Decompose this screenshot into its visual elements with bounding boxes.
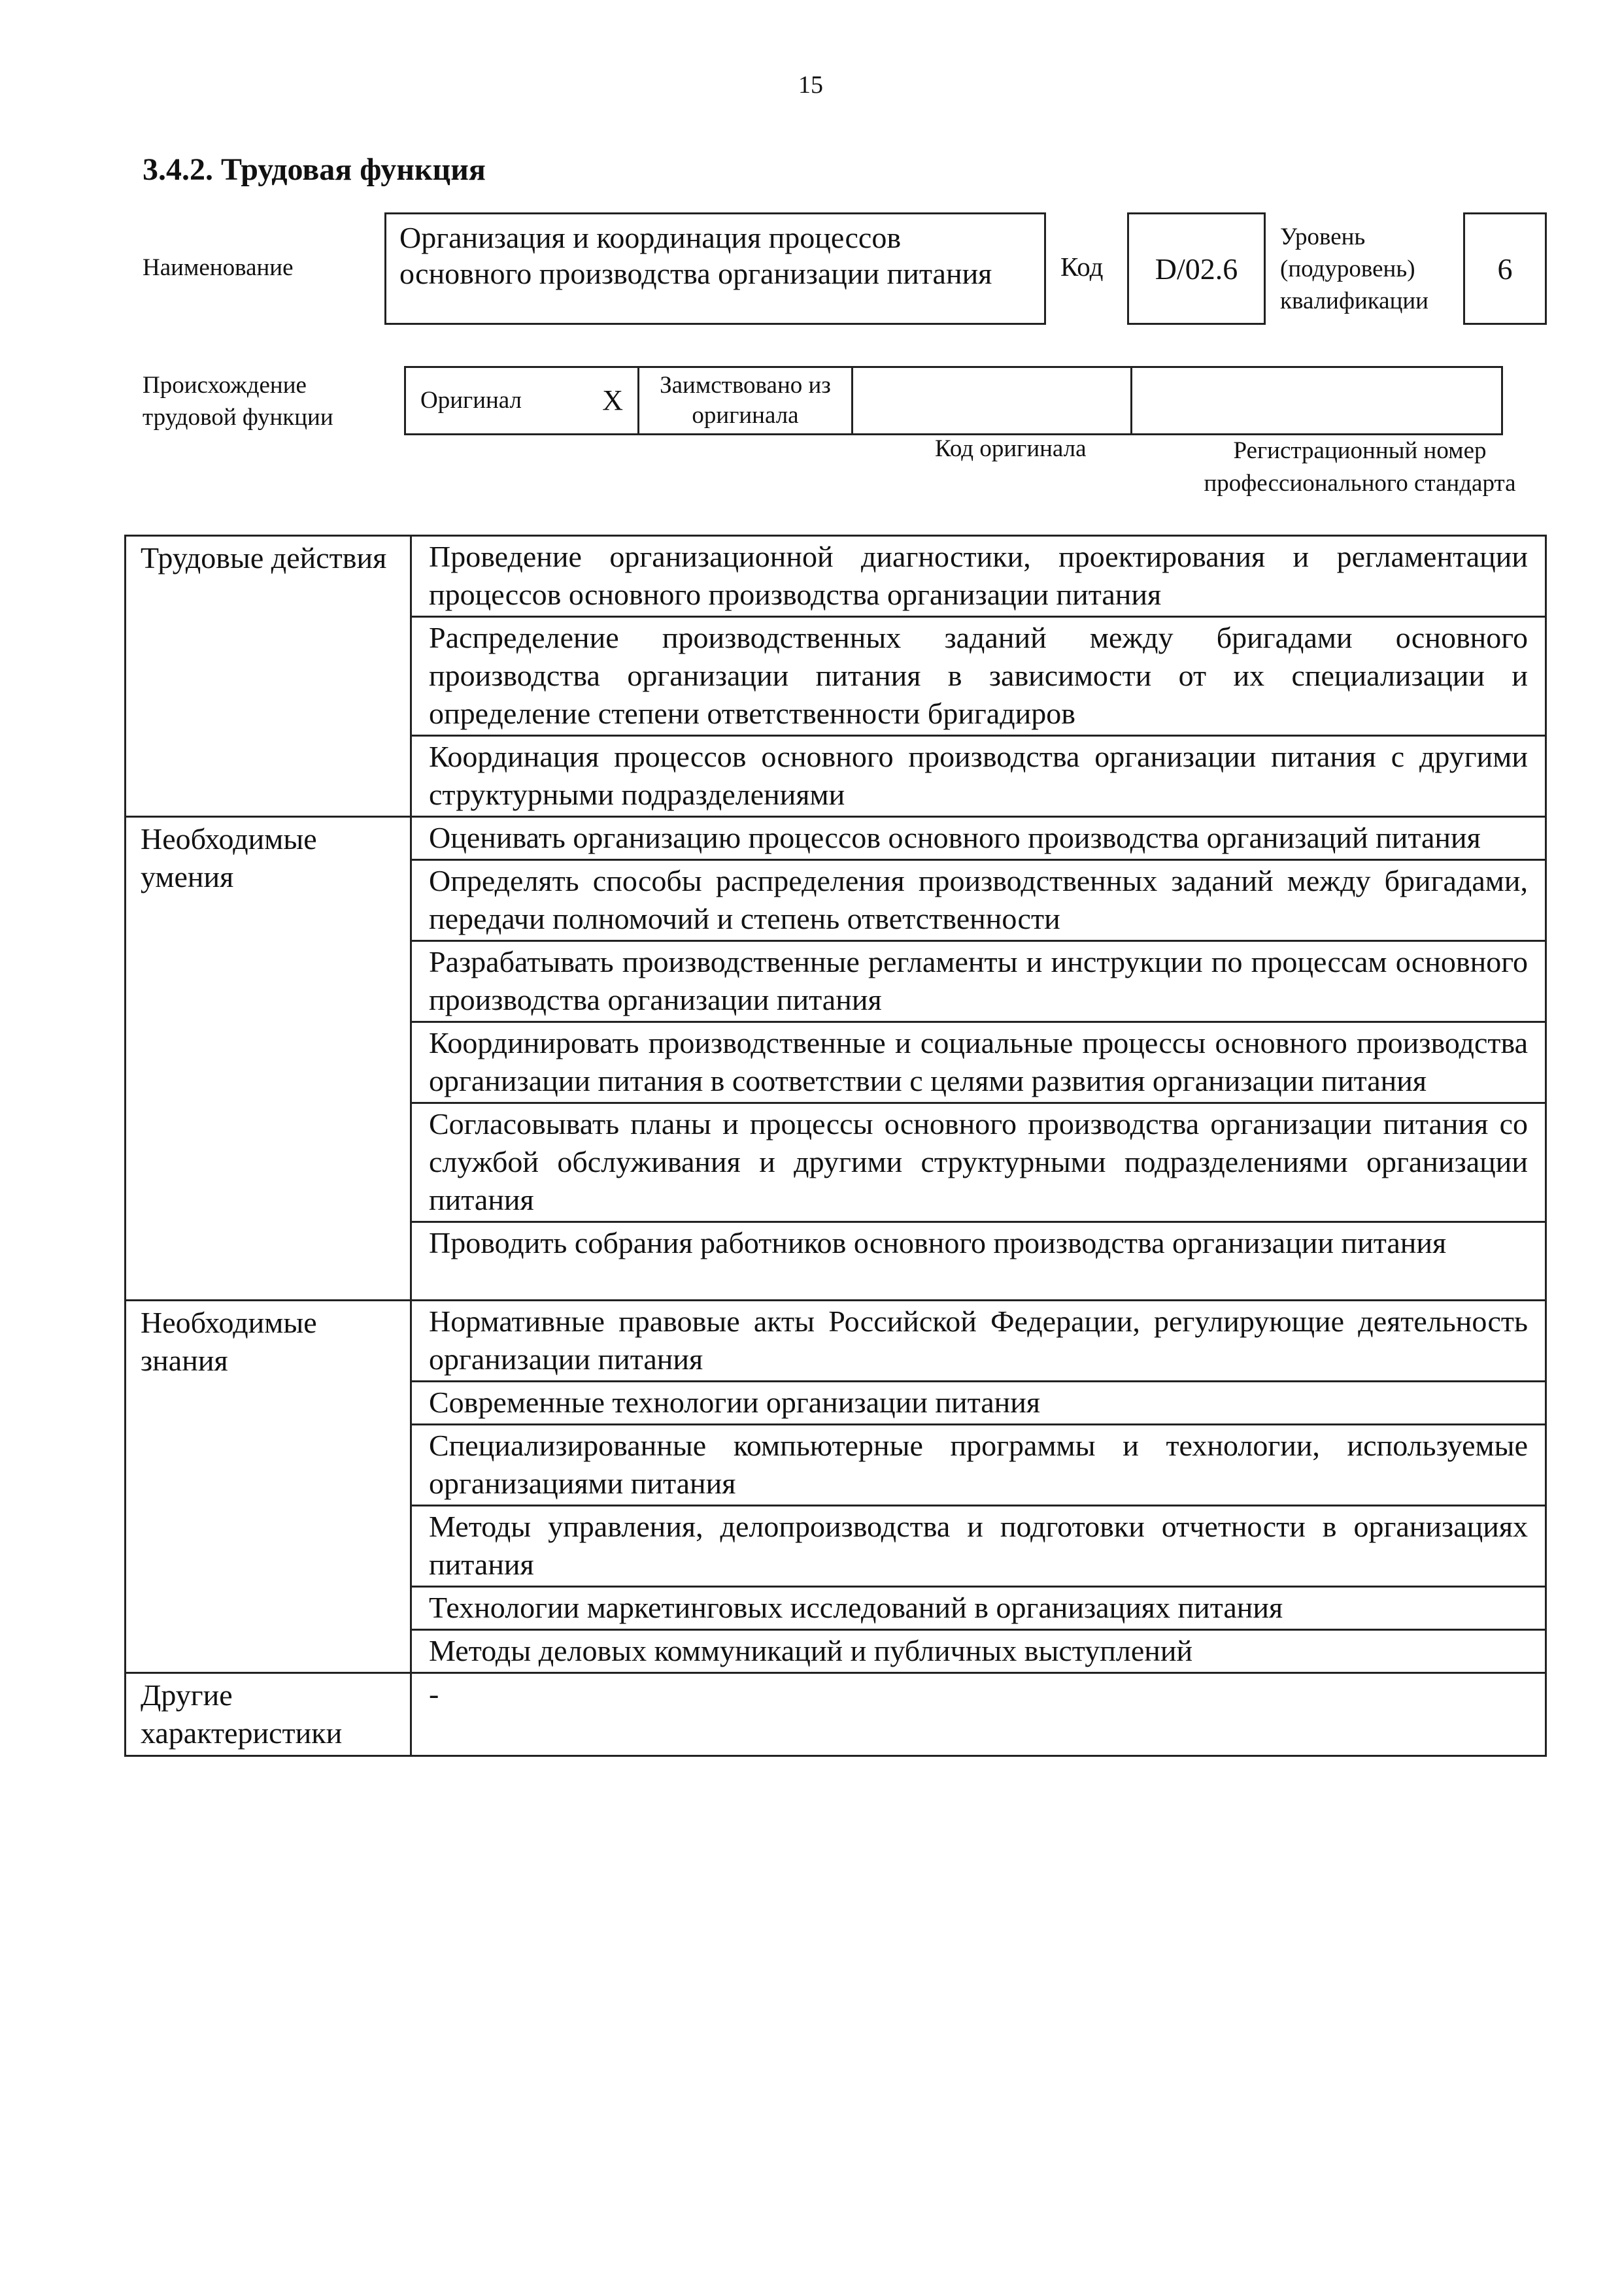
origin-label: Происхождение трудовой функции: [143, 372, 333, 431]
required-skills-label: Необходимые умения: [126, 817, 411, 1301]
original-code-cell: [853, 367, 1132, 435]
knowledge-item: Технологии маркетинговых исследований в организациях питания: [411, 1587, 1546, 1630]
name-label: Наименование: [143, 254, 294, 281]
table-row: [126, 817, 1546, 860]
registration-number-cell: [1132, 367, 1502, 435]
table-row: [126, 1301, 1546, 1382]
table-row: [126, 1673, 1546, 1756]
skill-item: Проводить собрания работников основного производства организации питания: [411, 1222, 1546, 1301]
skill-item: Координировать производственные и социальные процессы основного производства организации питания в соответствии с целями развития организации питания: [411, 1022, 1546, 1103]
skill-item: Оценивать организацию процессов основного производства организаций питания: [411, 817, 1546, 860]
other-characteristics-value: -: [411, 1673, 1546, 1756]
labor-action-item: Проведение организационной диагностики, проектирования и регламентации процессов основного производства организации питания: [411, 536, 1546, 617]
page-number: 15: [798, 71, 823, 99]
borrowed-from-original-cell: Заимствовано из оригинала: [639, 367, 853, 435]
code-label: Код: [1060, 252, 1104, 282]
labor-action-item: Координация процессов основного производства организации питания с другими структурными подразделениями: [411, 736, 1546, 817]
origin-table: [404, 366, 1503, 435]
function-name-box: Организация и координация процессов основного производства организации питания: [384, 212, 1046, 325]
knowledge-item: Современные технологии организации питания: [411, 1382, 1546, 1425]
knowledge-item: Нормативные правовые акты Российской Федерации, регулирующие деятельность организации питания: [411, 1301, 1546, 1382]
knowledge-item: Специализированные компьютерные программы и технологии, используемые организациями питания: [411, 1425, 1546, 1506]
section-title: 3.4.2. Трудовая функция: [143, 152, 486, 187]
original-mark: X: [602, 384, 623, 416]
required-knowledge-label: Необходимые знания: [126, 1301, 411, 1673]
qualification-level-box: 6: [1463, 212, 1547, 325]
knowledge-item: Методы деловых коммуникаций и публичных выступлений: [411, 1630, 1546, 1673]
other-characteristics-label: Другие характеристики: [126, 1673, 411, 1756]
origin-original-cell: [405, 367, 639, 435]
skill-item: Разрабатывать производственные регламенты и инструкции по процессам основного производства организации питания: [411, 941, 1546, 1022]
qualification-level-label: Уровень (подуровень) квалификации: [1280, 224, 1428, 314]
skill-item: Определять способы распределения производственных заданий между бригадами, передачи полномочий и степень ответственности: [411, 860, 1546, 941]
knowledge-item: Методы управления, делопроизводства и подготовки отчетности в организациях питания: [411, 1506, 1546, 1587]
skill-item: Согласовывать планы и процессы основного производства организации питания со службой обслуживания и другими структурными подразделениями организации питания: [411, 1103, 1546, 1222]
original-label: Оригинал: [420, 387, 522, 414]
table-row: [126, 536, 1546, 617]
labor-action-item: Распределение производственных заданий между бригадами основного производства организации питания в зависимости от их специализации и определение степени ответственности бригадиров: [411, 617, 1546, 736]
original-code-caption: Код оригинала: [935, 435, 1087, 462]
labor-actions-label: Трудовые действия: [126, 536, 411, 817]
function-code-box: D/02.6: [1127, 212, 1266, 325]
function-details-table: [124, 535, 1547, 1757]
registration-number-caption: Регистрационный номер профессионального стандарта: [1204, 437, 1516, 497]
